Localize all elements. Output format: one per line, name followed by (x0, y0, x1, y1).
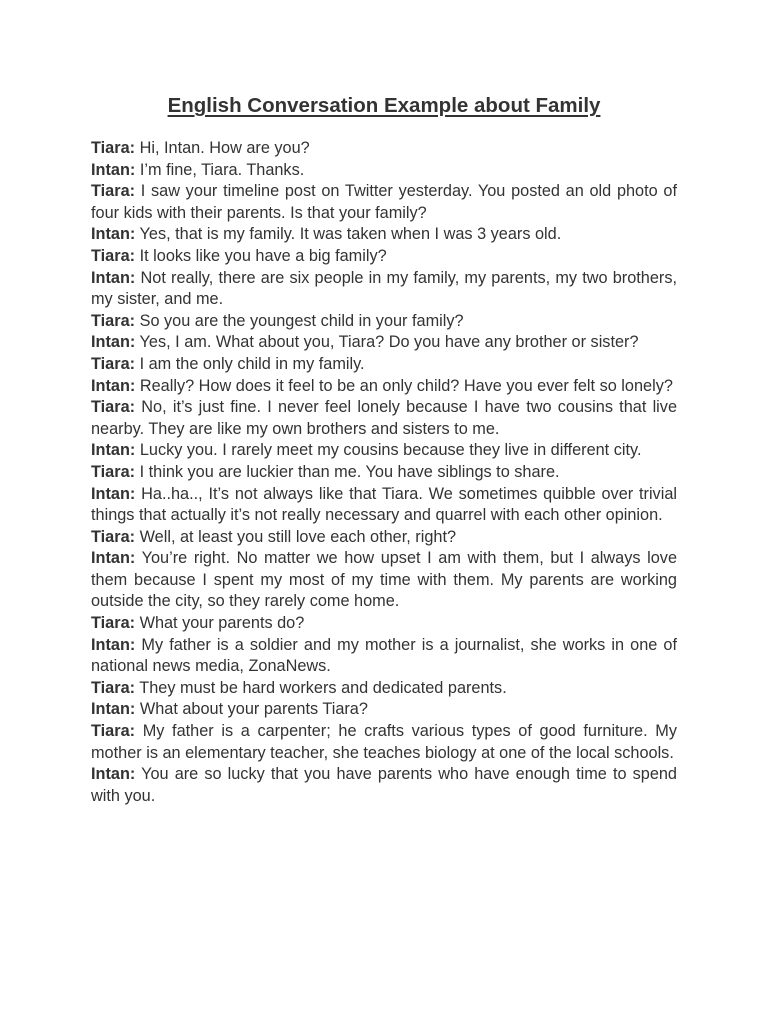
speaker-name: Intan: (91, 376, 136, 395)
speaker-name: Tiara: (91, 678, 136, 697)
dialogue-text: No, it’s just fine. I never feel lonely because I have two cousins that live nearby. They are like my own brothers and sisters to me. (91, 398, 677, 438)
dialogue-text: So you are the youngest child in your family? (139, 311, 464, 330)
dialogue-text: My father is a carpenter; he crafts various types of good furniture. My mother is an elementary teacher, she teaches biology at one of the local schools. (91, 722, 677, 762)
dialogue-text: Yes, that is my family. It was taken when I was 3 years old. (139, 225, 562, 244)
dialogue-line (91, 138, 677, 160)
speaker-name: Tiara: (91, 354, 136, 373)
dialogue-line (91, 484, 677, 527)
speaker-name: Intan: (91, 765, 136, 784)
dialogue-text: I am the only child in my family. (139, 354, 365, 373)
dialogue-line (91, 764, 677, 807)
dialogue-line (91, 613, 677, 635)
dialogue-text: My father is a soldier and my mother is a journalist, she works in one of national news media, ZonaNews. (91, 635, 677, 676)
dialogue-line (91, 332, 677, 354)
dialogue-line (91, 376, 677, 398)
dialogue-line (91, 181, 677, 224)
dialogue-text: I think you are luckier than me. You have siblings to share. (139, 462, 560, 481)
dialogue-line (91, 548, 677, 613)
dialogue-text: I’m fine, Tiara. Thanks. (139, 160, 305, 179)
speaker-name: Intan: (91, 441, 136, 460)
dialogue-text: They must be hard workers and dedicated parents. (139, 678, 507, 697)
speaker-name: Tiara: (91, 614, 136, 633)
dialogue-text: It looks like you have a big family? (139, 246, 387, 265)
speaker-name: Tiara: (91, 182, 136, 201)
dialogue-text: You’re right. No matter we how upset I am with them, but I always love them because I spent my most of my time with them. My parents are working outside the city, so they rarely come home. (91, 549, 677, 611)
dialogue-text: Well, at least you still love each other, right? (139, 527, 457, 546)
speaker-name: Intan: (91, 333, 136, 352)
speaker-name: Intan: (91, 635, 136, 654)
speaker-name: Tiara: (91, 139, 136, 157)
dialogue-line (91, 699, 677, 721)
dialogue-line (91, 246, 677, 268)
speaker-name: Intan: (91, 268, 136, 287)
conversation (91, 138, 677, 807)
dialogue-line (91, 268, 677, 311)
dialogue-line (91, 354, 677, 376)
dialogue-line (91, 678, 677, 700)
dialogue-line (91, 721, 677, 764)
dialogue-text: Not really, there are six people in my family, my parents, my two brothers, my sister, and me. (91, 268, 677, 309)
dialogue-text: Lucky you. I rarely meet my cousins because they live in different city. (139, 441, 642, 460)
dialogue-text: You are so lucky that you have parents who have enough time to spend with you. (91, 765, 677, 805)
dialogue-text: Yes, I am. What about you, Tiara? Do you have any brother or sister? (139, 333, 639, 352)
speaker-name: Intan: (91, 160, 136, 179)
dialogue-line (91, 462, 677, 484)
dialogue-text: I saw your timeline post on Twitter yesterday. You posted an old photo of four kids with their parents. Is that your family? (91, 182, 677, 222)
dialogue-line (91, 311, 677, 333)
speaker-name: Tiara: (91, 462, 136, 481)
dialogue-line (91, 635, 677, 678)
speaker-name: Tiara: (91, 398, 136, 417)
speaker-name: Intan: (91, 549, 136, 568)
dialogue-text: Hi, Intan. How are you? (139, 139, 310, 157)
speaker-name: Tiara: (91, 722, 136, 741)
speaker-name: Tiara: (91, 527, 136, 546)
dialogue-line (91, 224, 677, 246)
dialogue-line (91, 440, 677, 462)
dialogue-line (91, 160, 677, 182)
speaker-name: Intan: (91, 484, 136, 503)
dialogue-text: Ha..ha.., It’s not always like that Tiara. We sometimes quibble over trivial things that actually it’s not really necessary and quarrel with each other opinion. (91, 484, 677, 525)
dialogue-text: What about your parents Tiara? (139, 700, 368, 719)
speaker-name: Intan: (91, 700, 136, 719)
dialogue-line (91, 527, 677, 549)
speaker-name: Intan: (91, 225, 136, 244)
page-title: English Conversation Example about Family (167, 94, 601, 117)
speaker-name: Tiara: (91, 246, 136, 265)
speaker-name: Tiara: (91, 311, 136, 330)
dialogue-text: What your parents do? (139, 614, 305, 633)
dialogue-line (91, 397, 677, 440)
dialogue-text: Really? How does it feel to be an only child? Have you ever felt so lonely? (139, 376, 673, 395)
